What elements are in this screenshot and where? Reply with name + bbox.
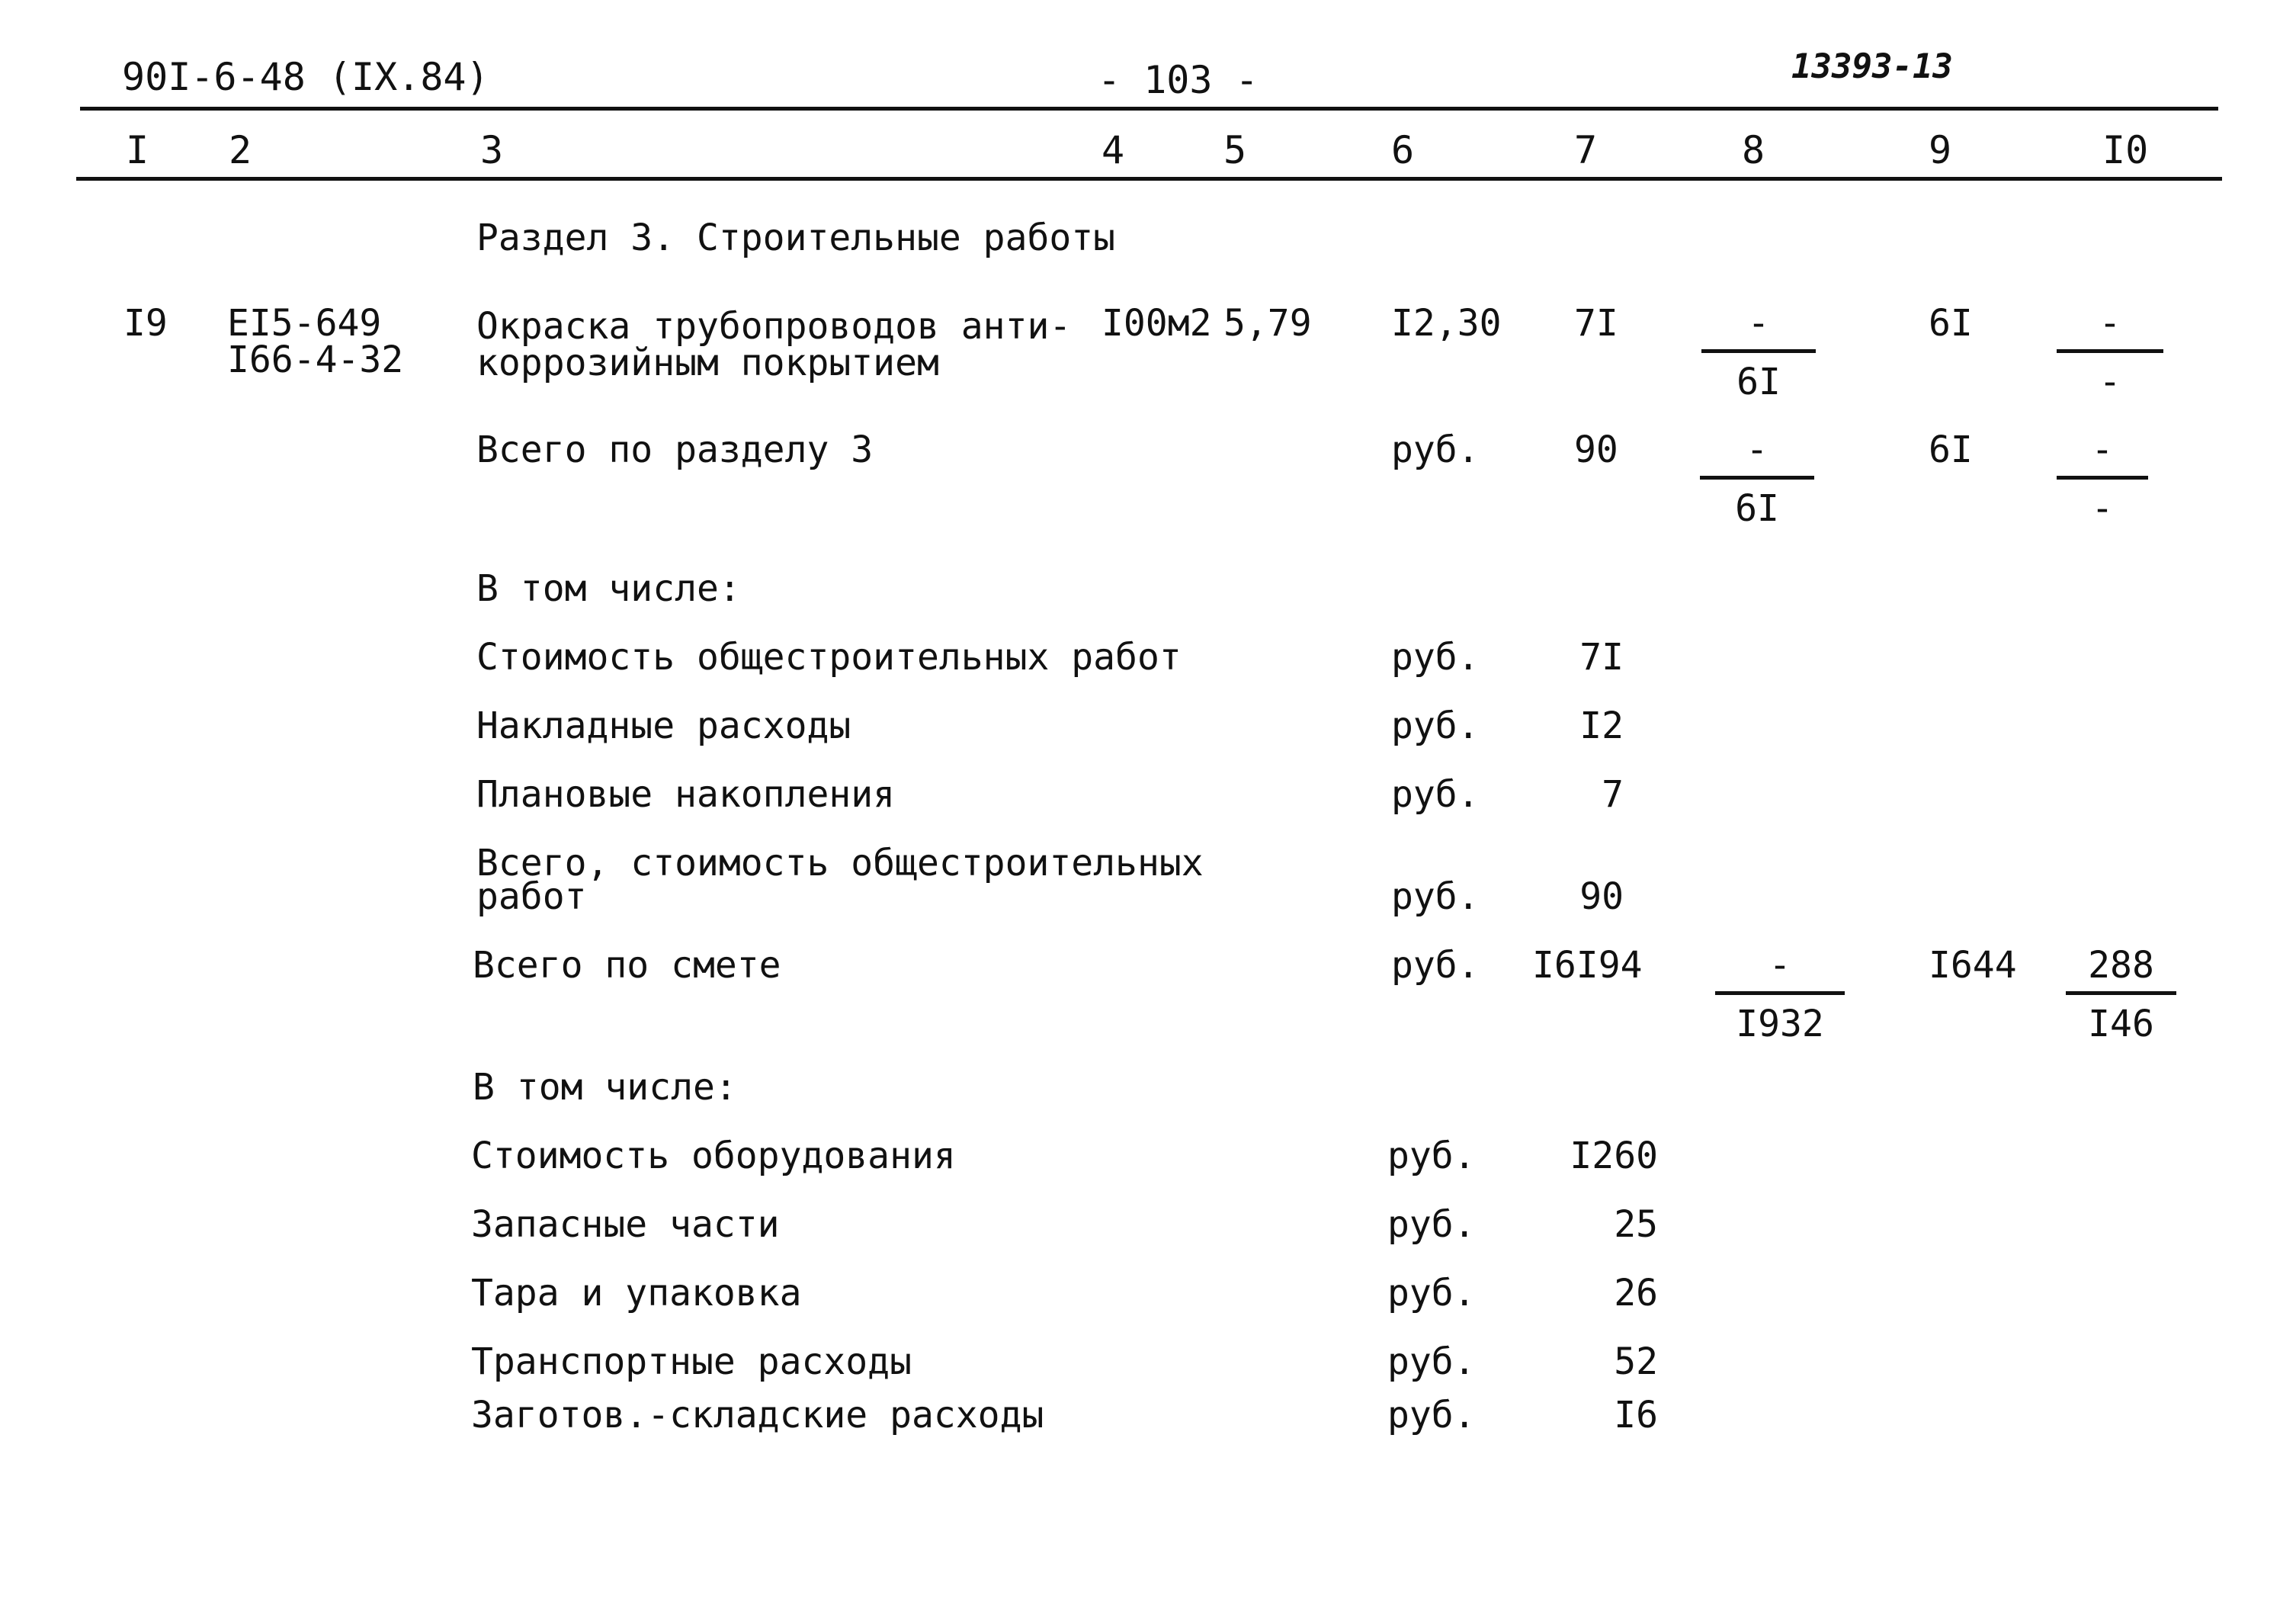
breakdown-2-row-label: Заготов.-складские расходы [471,1394,1044,1436]
page-number: - 103 - [1098,58,1259,102]
breakdown-1-row-value: 7 [1602,773,1624,816]
item-col9: 6I [1929,302,1973,345]
breakdown-1-row-unit: руб. [1391,705,1480,747]
col-header-3: 3 [480,128,504,172]
top-rule [80,107,2218,111]
item-code-1: EI5-649 [227,302,382,345]
col-header-2: 2 [229,128,252,172]
breakdown-2-row-value: 26 [1614,1272,1658,1314]
breakdown-1-row-value: 7I [1579,636,1624,679]
col-header-5: 5 [1223,128,1247,172]
estimate-total-value: I6I94 [1532,944,1643,987]
section-title: Раздел 3. Строительные работы [476,217,1116,259]
col-header-1: I [126,128,149,172]
general-total-value: 90 [1579,875,1624,918]
estimate-total-col8-bottom: I932 [1736,1003,1824,1045]
item-col8-top: - [1701,305,1816,353]
section-total-col8-top: - [1700,432,1814,480]
breakdown-2-row-value: I260 [1570,1135,1658,1177]
item-number: I9 [123,302,168,345]
breakdown-1-row-unit: руб. [1391,636,1480,679]
item-quantity: 5,79 [1223,302,1312,345]
col-header-4: 4 [1102,128,1125,172]
item-col8-fraction [1701,302,1816,403]
breakdown-2-row-unit: руб. [1387,1203,1476,1246]
col-header-9: 9 [1929,128,1952,172]
section-total-col10-top: - [2057,432,2148,480]
breakdown-1-row-label: Стоимость общестроительных работ [476,636,1182,679]
estimate-total-col8-fraction [1715,944,1845,1045]
section-total-col9: 6I [1929,429,1973,471]
item-price: I2,30 [1391,302,1502,345]
item-description-2: коррозийным покрытием [476,342,939,384]
document-code: 90I-6-48 (IX.84) [122,55,489,99]
section-total-col10-fraction [2057,429,2148,530]
item-unit: I00м2 [1102,302,1212,345]
item-description-1: Окраска трубопроводов анти- [476,305,1072,348]
breakdown-1-row-label: Накладные расходы [476,705,851,747]
archive-stamp-number: 13393-13 [1791,47,1953,86]
header-rule [76,177,2222,181]
breakdown-2-row-label: Стоимость оборудования [471,1135,956,1177]
breakdown-2-row-unit: руб. [1387,1394,1476,1436]
item-code-2: I66-4-32 [227,339,404,381]
item-col10-bottom: - [2099,361,2121,403]
estimate-total-col10-top: 288 [2066,947,2176,995]
breakdown-2-row-value: 25 [1614,1203,1658,1246]
breakdown-2-row-label: Транспортные расходы [471,1340,912,1383]
col-header-8: 8 [1742,128,1765,172]
col-header-10: I0 [2102,128,2149,172]
section-total-value: 90 [1574,429,1618,471]
general-total-unit: руб. [1391,875,1480,918]
general-total-label-1: Всего, стоимость общестроительных [476,842,1204,884]
breakdown-2-row-label: Запасные части [471,1203,780,1246]
section-total-unit: руб. [1391,429,1480,471]
col-header-7: 7 [1574,128,1598,172]
general-total-label-2: работ [476,875,587,918]
breakdown-2-heading: В том числе: [473,1066,737,1109]
breakdown-1-row-value: I2 [1579,705,1624,747]
col-header-6: 6 [1391,128,1415,172]
estimate-total-col9: I644 [1929,944,2017,987]
item-total: 7I [1574,302,1618,345]
breakdown-1-row-unit: руб. [1391,773,1480,816]
breakdown-1-row-label: Плановые накопления [476,773,896,816]
estimate-total-col8-top: - [1715,947,1845,995]
section-total-col8-bottom: 6I [1735,487,1779,530]
breakdown-2-row-unit: руб. [1387,1135,1476,1177]
breakdown-2-row-unit: руб. [1387,1272,1476,1314]
estimate-total-unit: руб. [1391,944,1480,987]
breakdown-2-row-unit: руб. [1387,1340,1476,1383]
item-col10-top: - [2057,305,2163,353]
item-col10-fraction [2057,302,2163,403]
estimate-total-col10-fraction [2066,944,2176,1045]
estimate-total-col10-bottom: I46 [2088,1003,2154,1045]
breakdown-2-row-value: 52 [1614,1340,1658,1383]
section-total-label: Всего по разделу 3 [476,429,874,471]
item-col8-bottom: 6I [1736,361,1781,403]
breakdown-2-row-label: Тара и упаковка [471,1272,802,1314]
section-total-col10-bottom: - [2091,487,2114,530]
estimate-total-label: Всего по смете [473,944,781,987]
breakdown-1-heading: В том числе: [476,567,741,610]
breakdown-2-row-value: I6 [1614,1394,1658,1436]
section-total-col8-fraction [1700,429,1814,530]
